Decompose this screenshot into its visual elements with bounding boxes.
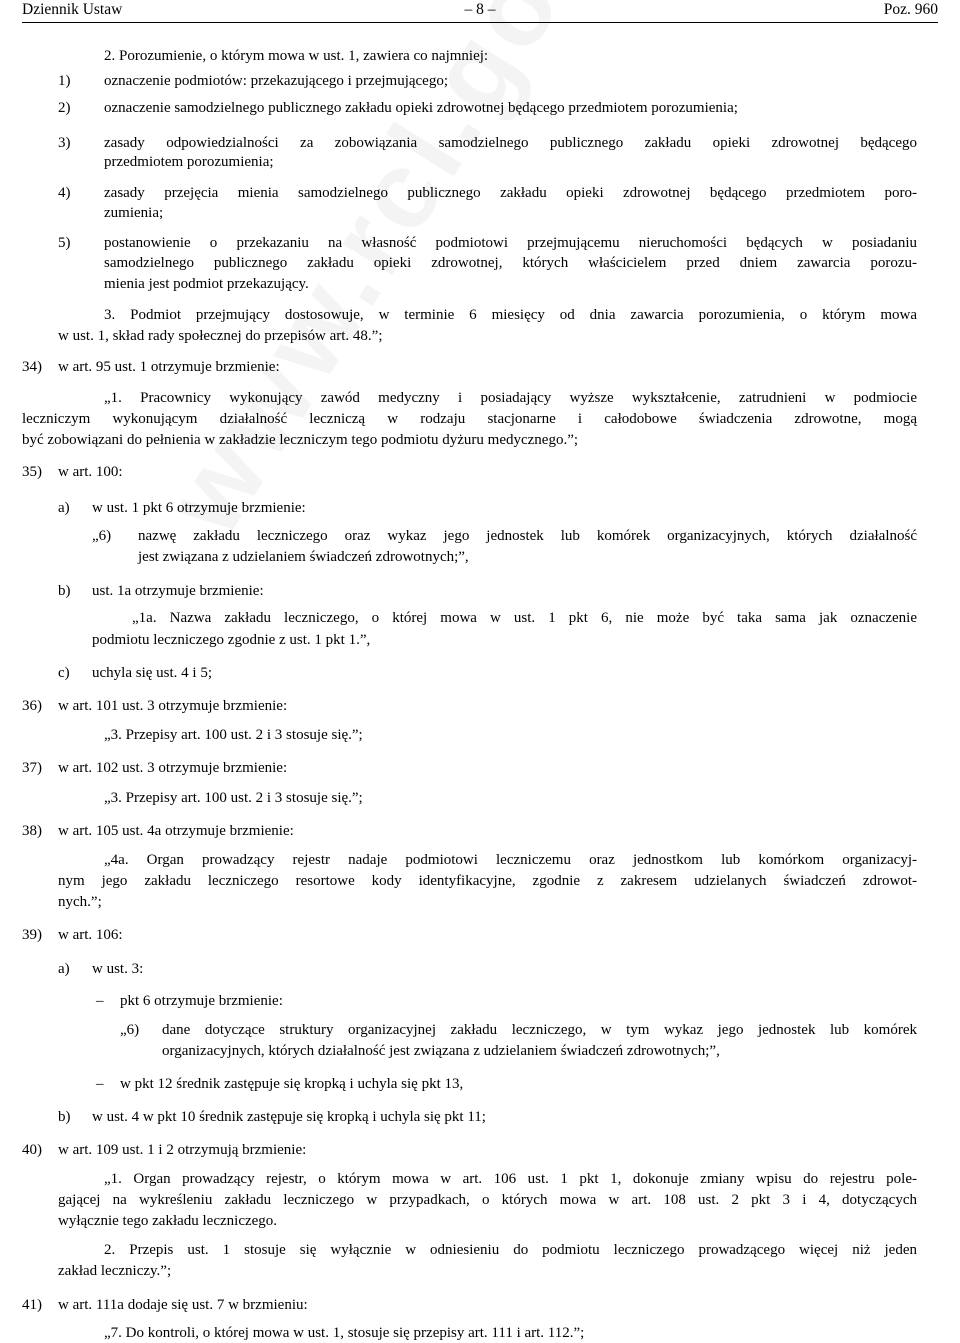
item-number: 36) xyxy=(22,698,42,714)
item-number: 40) xyxy=(22,1142,42,1158)
text-line: w art. 105 ust. 4a otrzymuje brzmienie: xyxy=(58,823,294,839)
text-line: nazwę zakładu leczniczego oraz wykaz jego jednostek lub komórek organizacyjnych, których działalność xyxy=(138,528,917,544)
item-letter: b) xyxy=(58,1109,71,1125)
item-number: 3) xyxy=(58,135,71,151)
text-line: zakład leczniczy.”; xyxy=(58,1263,172,1279)
text-line: dane dotyczące struktury organizacyjnej zakładu leczniczego, w tym wykaz jego jednostek lub komórek xyxy=(162,1022,917,1038)
text-line: wyłącznie tego zakładu leczniczego. xyxy=(58,1213,278,1229)
dash-marker: – xyxy=(96,993,104,1009)
item-number: 2) xyxy=(58,100,71,116)
text-line: gającej na wykreśleniu zakładu leczniczego w przypadkach, o których mowa w art. 108 ust. 2 pkt 3 i 4, dotyczących xyxy=(58,1192,917,1208)
text-line: „1. Pracownicy wykonujący zawód medyczny i posiadający wyższe wykształcenie, zatrudnieni w podmiocie xyxy=(104,390,917,406)
text-line: być zobowiązani do pełnienia w zakładzie leczniczym tego podmiotu dyżuru medycznego.”; xyxy=(22,432,579,448)
text-line: samodzielnego publicznego zakładu opieki zdrowotnej, których właścicielem przed dniem zawarcia porozu- xyxy=(104,255,917,271)
item-number: 4) xyxy=(58,185,71,201)
text-line: w art. 106: xyxy=(58,927,123,943)
text-line: leczniczym wykonującym działalność leczniczą w rodzaju stacjonarne i całodobowe świadczenia zdrowotne, mogą xyxy=(22,411,917,427)
item-number: 39) xyxy=(22,927,42,943)
journal-title: Dziennik Ustaw xyxy=(22,1,123,18)
text-line: „3. Przepisy art. 100 ust. 2 i 3 stosuje się.”; xyxy=(104,790,363,806)
text-line: w art. 109 ust. 1 i 2 otrzymują brzmienie: xyxy=(58,1142,307,1158)
item-number: 34) xyxy=(22,359,42,375)
text-line: oznaczenie podmiotów: przekazującego i przejmującego; xyxy=(104,73,449,89)
text-line: w ust. 3: xyxy=(92,961,144,977)
text-line: uchyla się ust. 4 i 5; xyxy=(92,665,212,681)
item-number: 38) xyxy=(22,823,42,839)
text-line: w art. 95 ust. 1 otrzymuje brzmienie: xyxy=(58,359,280,375)
text-line: przedmiotem porozumienia; xyxy=(104,154,274,170)
item-letter: c) xyxy=(58,665,70,681)
text-line: oznaczenie samodzielnego publicznego zakładu opieki zdrowotnej będącego przedmiotem porozumienia; xyxy=(104,100,738,116)
item-letter: a) xyxy=(58,500,70,516)
text-line: „3. Przepisy art. 100 ust. 2 i 3 stosuje się.”; xyxy=(104,727,363,743)
text-line: w art. 102 ust. 3 otrzymuje brzmienie: xyxy=(58,760,288,776)
text-line: w art. 100: xyxy=(58,464,123,480)
item-number: 35) xyxy=(22,464,42,480)
item-letter: a) xyxy=(58,961,70,977)
item-number: 1) xyxy=(58,73,71,89)
text-line: jest związana z udzielaniem świadczeń zdrowotnych;”, xyxy=(138,549,469,565)
position-number: Poz. 960 xyxy=(883,1,938,18)
text-line: „4a. Organ prowadzący rejestr nadaje podmiotowi leczniczemu oraz jednostkom lub komórkom organizacyj- xyxy=(104,852,917,868)
text-line: ust. 1a otrzymuje brzmienie: xyxy=(92,583,264,599)
text-line: w art. 101 ust. 3 otrzymuje brzmienie: xyxy=(58,698,288,714)
text-line: w ust. 1, skład rady społecznej do przepisów art. 48.”; xyxy=(58,328,383,344)
text-line: 2. Przepis ust. 1 stosuje się wyłącznie w odniesieniu do podmiotu leczniczego prowadzącego więcej niż jeden xyxy=(104,1242,917,1258)
text-line: 2. Porozumienie, o którym mowa w ust. 1, zawiera co najmniej: xyxy=(104,48,489,64)
text-line: organizacyjnych, których działalność jest związana z udzielaniem świadczeń zdrowotnych;”, xyxy=(162,1043,720,1059)
text-line: w ust. 1 pkt 6 otrzymuje brzmienie: xyxy=(92,500,306,516)
text-line: w ust. 4 w pkt 10 średnik zastępuje się kropką i uchyla się pkt 11; xyxy=(92,1109,486,1125)
text-line: w art. 111a dodaje się ust. 7 w brzmieniu: xyxy=(58,1297,308,1313)
text-line: nym jego zakładu leczniczego resortowe kody identyfikacyjne, zgodnie z zakresem udzielanych świadczeń zdrowot- xyxy=(58,873,917,889)
text-line: zumienia; xyxy=(104,205,164,221)
text-line: pkt 6 otrzymuje brzmienie: xyxy=(120,993,283,1009)
page-number: – 8 – xyxy=(464,1,496,18)
text-line: nych.”; xyxy=(58,894,102,910)
text-line: 3. Podmiot przejmujący dostosowuje, w terminie 6 miesięcy od dnia zawarcia porozumienia, o którym mowa xyxy=(104,307,917,323)
text-line: podmiotu leczniczego zgodnie z ust. 1 pkt 1.”, xyxy=(92,632,371,648)
text-line: zasady przejęcia mienia samodzielnego publicznego zakładu opieki zdrowotnej będącego przedmiotem poro- xyxy=(104,185,917,201)
item-letter: b) xyxy=(58,583,71,599)
text-line: mienia jest podmiot przekazujący. xyxy=(104,276,309,292)
text-line: w pkt 12 średnik zastępuje się kropką i uchyla się pkt 13, xyxy=(120,1076,464,1092)
item-number: „6) xyxy=(92,528,112,544)
text-line: „1. Organ prowadzący rejestr, o którym mowa w art. 106 ust. 1 pkt 1, dokonuje zmiany wpisu do rejestru pole- xyxy=(104,1171,917,1187)
text-line: „7. Do kontroli, o której mowa w ust. 1, stosuje się przepisy art. 111 i art. 112.”; xyxy=(104,1325,585,1341)
item-number: 5) xyxy=(58,235,71,251)
item-number: 41) xyxy=(22,1297,42,1313)
text-line: zasady odpowiedzialności za zobowiązania samodzielnego publicznego zakładu opieki zdrowotnej będącego xyxy=(104,135,917,151)
dash-marker: – xyxy=(96,1076,104,1092)
text-line: „1a. Nazwa zakładu leczniczego, o której mowa w ust. 1 pkt 6, nie może być taka sama jak oznaczenie xyxy=(132,610,917,626)
item-number: „6) xyxy=(120,1022,140,1038)
item-number: 37) xyxy=(22,760,42,776)
text-line: postanowienie o przekazaniu na własność podmiotowi przejmującemu nieruchomości będących w posiadaniu xyxy=(104,235,917,251)
